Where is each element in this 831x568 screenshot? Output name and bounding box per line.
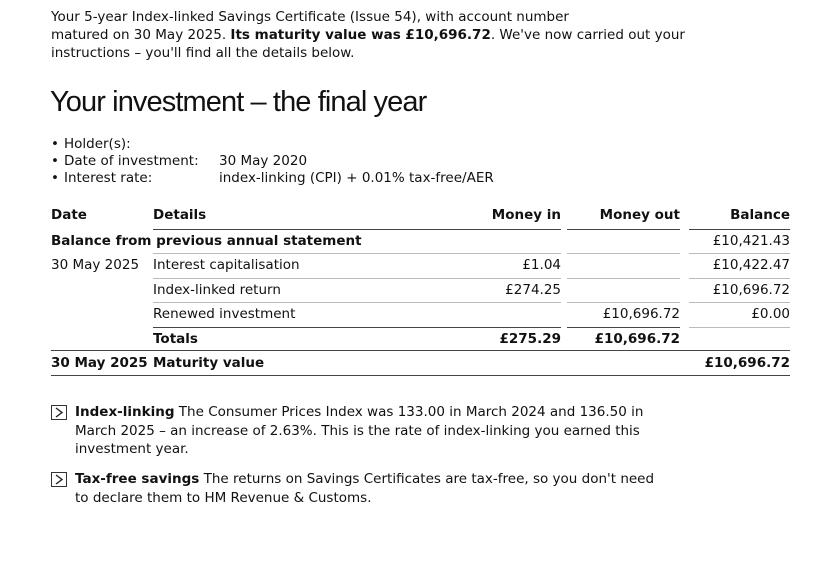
page-heading: Your investment – the final year — [50, 86, 427, 118]
totals-money-out: £10,696.72 — [594, 330, 680, 347]
meta-value: 30 May 2020 — [219, 153, 308, 169]
note-text: The returns on Savings Certificates are tax-free, so you don't need to declare them to HM Revenue & Customs. — [75, 471, 655, 506]
maturity-date: 30 May 2025 — [51, 355, 148, 371]
note-tax-free — [51, 470, 671, 507]
table-row-totals — [51, 327, 790, 352]
meta-label: • Holder(s): — [51, 136, 219, 153]
header-balance: Balance — [689, 204, 790, 230]
money-in-cell: £1.04 — [448, 253, 561, 279]
money-in-cell: £274.25 — [448, 278, 561, 304]
money-out-cell — [567, 229, 680, 255]
money-in-cell — [448, 302, 561, 328]
table-row-previous — [51, 229, 790, 254]
details-cell: Interest capitalisation — [153, 253, 492, 279]
meta-row-date — [51, 153, 494, 170]
header-money-in: Money in — [448, 204, 561, 230]
table-header-row — [51, 204, 790, 229]
table-row — [51, 253, 790, 278]
date-cell — [51, 278, 143, 303]
maturity-balance: £10,696.72 — [704, 355, 790, 371]
chevron-right-icon — [51, 472, 67, 487]
balance-cell: £0.00 — [689, 302, 790, 328]
totals-money-in: £275.29 — [499, 330, 561, 347]
meta-label: • Date of investment: — [51, 153, 219, 170]
meta-value: index-linking (CPI) + 0.01% tax-free/AER — [219, 170, 494, 186]
intro-paragraph — [51, 8, 691, 62]
transactions-table — [51, 204, 790, 376]
investment-details — [51, 136, 494, 187]
details-cell: Index-linked return — [153, 278, 492, 304]
table-row-maturity — [51, 351, 790, 376]
details-cell: Renewed investment — [153, 302, 492, 328]
intro-text-3: . We've now carried out your — [490, 27, 685, 43]
meta-row-rate — [51, 170, 494, 187]
meta-label: • Interest rate: — [51, 170, 219, 187]
note-title: Index-linking — [75, 404, 175, 420]
maturity-label: Maturity value — [153, 355, 265, 371]
note-text: The Consumer Prices Index was 133.00 in March 2024 and 136.50 in March 2025 – an increase of 2.63%. This is the rate of index-linking you earned this investment year. — [75, 404, 644, 457]
previous-balance-text: Balance from previous annual statement — [51, 232, 362, 249]
table-row — [51, 302, 790, 327]
money-out-cell — [567, 278, 680, 304]
chevron-right-icon — [51, 405, 67, 420]
balance-cell: £10,422.47 — [689, 253, 790, 279]
totals-label: Totals — [153, 330, 198, 347]
intro-text-2: matured on 30 May 2025. — [51, 27, 227, 43]
money-out-cell: £10,696.72 — [567, 302, 680, 328]
header-money-out: Money out — [567, 204, 680, 230]
maturity-value-statement: Its maturity value was £10,696.72 — [230, 27, 491, 43]
note-index-linking — [51, 403, 671, 459]
date-cell — [51, 302, 143, 327]
money-in-cell — [448, 229, 561, 255]
header-details: Details — [153, 204, 492, 230]
table-row — [51, 278, 790, 303]
header-date: Date — [51, 207, 87, 223]
date-cell: 30 May 2025 — [51, 257, 140, 273]
balance-cell: £10,696.72 — [689, 278, 790, 304]
money-out-cell — [567, 253, 680, 279]
intro-text-4: instructions – you'll find all the details below. — [51, 45, 355, 61]
balance-cell: £10,421.43 — [689, 229, 790, 255]
meta-row-holders — [51, 136, 494, 153]
intro-text-1: Your 5-year Index-linked Savings Certificate (Issue 54), with account number — [51, 9, 569, 25]
note-title: Tax-free savings — [75, 471, 200, 487]
divider — [51, 375, 790, 376]
